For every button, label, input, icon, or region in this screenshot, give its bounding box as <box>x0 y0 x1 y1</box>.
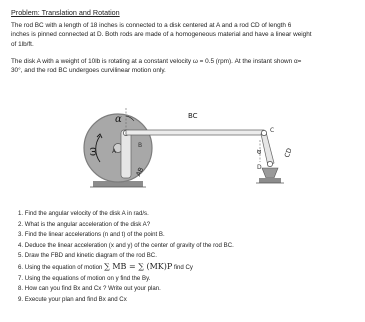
rod-cd <box>261 130 274 166</box>
paragraph-1-line: inches is pinned connected at D. Both rods are made of a homogeneous material and have a linear weight <box>11 31 312 39</box>
label-d: D <box>257 164 262 171</box>
rod-ab <box>121 130 131 178</box>
problem-title: Problem: Translation and Rotation <box>11 8 120 17</box>
label-a: A <box>112 148 117 155</box>
paragraph-2-line: 30°, and the rod BC undergoes curvilinear motion only. <box>11 67 166 75</box>
question-item: 4. Deduce the linear acceleration (x and y) of the center of gravity of the rod BC. <box>18 241 234 249</box>
omega-label: ω <box>86 147 99 156</box>
paragraph-1-line: The rod BC with a length of 18 inches is connected to a disk centered at A and a rod CD of length 6 <box>11 22 292 29</box>
label-c: C <box>270 127 275 134</box>
question-item: 2. What is the angular acceleration of the disk A? <box>18 220 151 228</box>
problem-paragraph-1 <box>11 21 357 49</box>
rod-bc <box>126 130 264 135</box>
paragraph-1-line: of 1lb/ft. <box>11 40 34 48</box>
bc-label: BC <box>188 112 198 120</box>
problem-paragraph-2 <box>11 57 357 76</box>
label-b: B <box>138 142 143 149</box>
question-list <box>18 209 234 305</box>
alpha-label-top: α <box>115 114 122 125</box>
question-item: 6. Using the equation of motion ∑ MB = ∑ (MK)P find Cy <box>18 261 193 271</box>
question-item: 8. How can you find Bx and Cx ? Write out your plan. <box>18 285 161 293</box>
question-item: 9. Execute your plan and find Bx and Cx <box>18 295 127 303</box>
cd-label: CD <box>282 146 294 159</box>
moment-equation: ∑ MB = ∑ (MK)P <box>104 261 173 271</box>
ab-label: AB <box>134 166 146 178</box>
mechanism-figure <box>0 90 365 202</box>
alpha-label-right: α <box>255 149 263 154</box>
paragraph-2-line: The disk A with a weight of 10lb is rotating at a constant velocity ω = 0.5 (rpm). At the instant shown α= <box>11 58 302 65</box>
question-item: 5. Draw the FBD and kinetic diagram of the rod BC. <box>18 252 157 260</box>
question-item: 3. Find the linear accelerations (n and t) of the point B. <box>18 231 165 239</box>
question-item: 7. Using the equations of motion on y find the By. <box>18 274 151 282</box>
question-item: 1. Find the angular velocity of the disk A in rad/s. <box>18 210 149 217</box>
